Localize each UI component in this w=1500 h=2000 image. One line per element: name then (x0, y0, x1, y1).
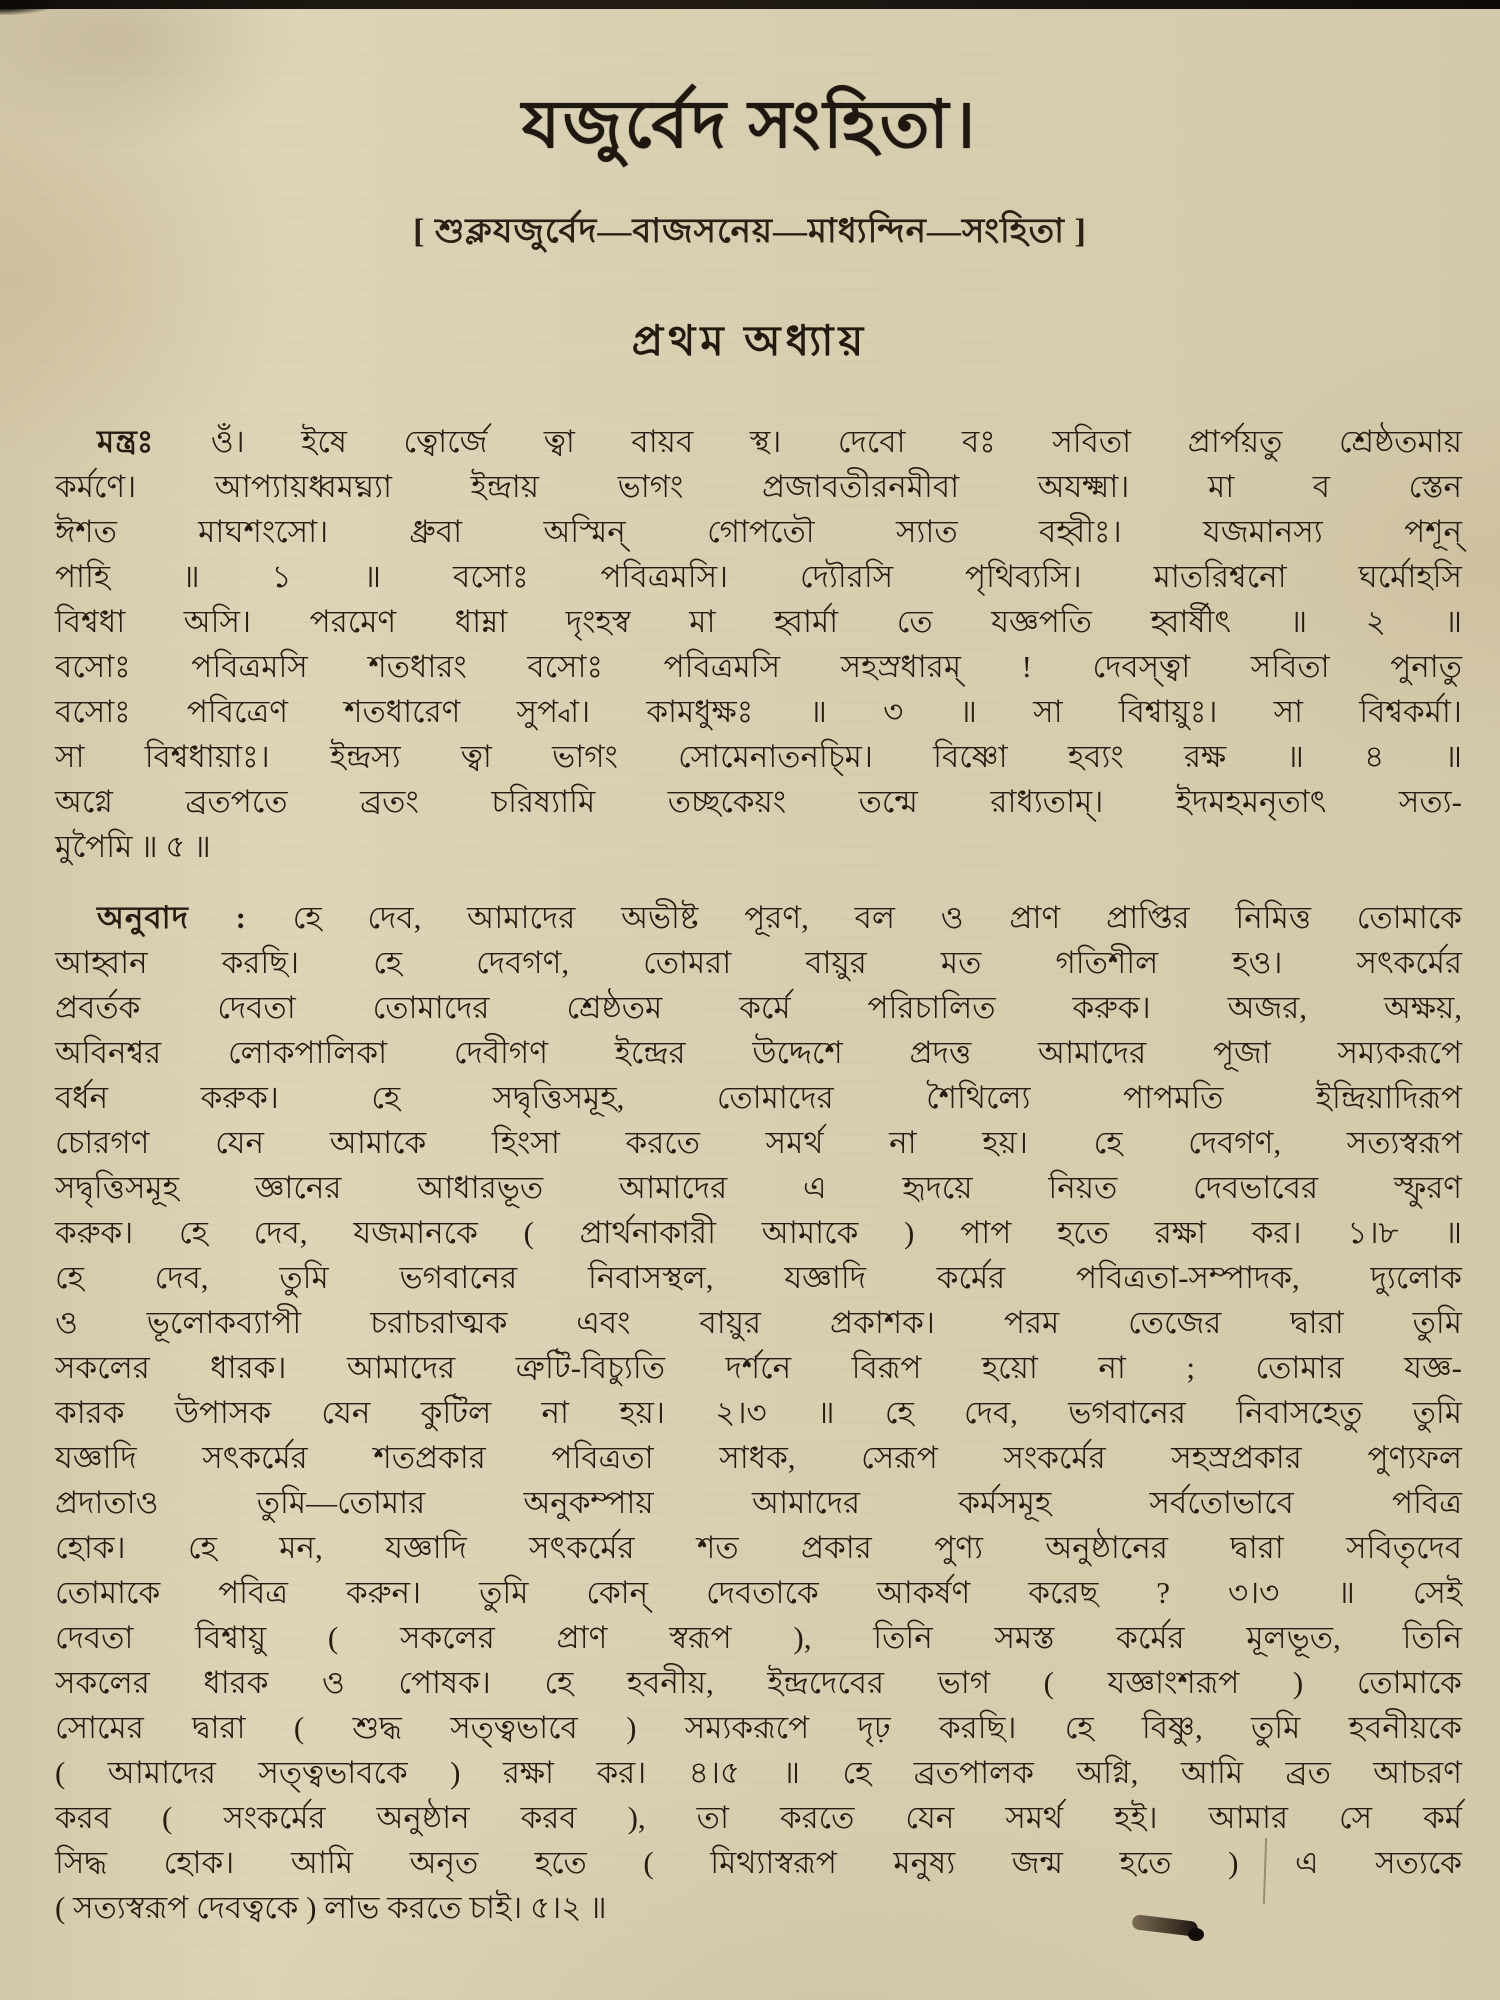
text-line: সকলের ধারক। আমাদের ত্রুটি-বিচ্যুতি দর্শনে বিরূপ হয়ো না ; তোমার যজ্ঞ- (55, 1350, 1462, 1386)
text-line: বিশ্বধা অসি। পরমেণ ধাম্না দৃংহস্ব মা হ্বার্মা তে যজ্ঞপতি হ্বার্ষীৎ ॥ ২ ॥ (55, 604, 1462, 640)
text-line: পাহি ॥ ১ ॥ বসোঃ পবিত্রমসি। দ্যৌরসি পৃথিব্যসি। মাতরিশ্বনো ঘর্মোহসি (55, 559, 1462, 595)
text-line: ( আমাদের সত্ত্বভাবকে ) রক্ষা কর। ৪।৫ ॥ হে ব্রতপালক অগ্নি, আমি ব্রত আচরণ (55, 1755, 1462, 1791)
text-line: মুপৈমি ॥ ৫ ॥ (55, 829, 211, 865)
text-line: করব ( সংকর্মের অনুষ্ঠান করব ), তা করতে যেন সমর্থ হই। আমার সে কর্ম (55, 1800, 1462, 1836)
page-subtitle: [ শুক্লযজুর্বেদ—বাজসনেয়—মাধ্যন্দিন—সংহিতা ] (413, 213, 1087, 251)
text-line: বসোঃ পবিত্রেণ শতধারেণ সুপ্বা। কামধুক্ষঃ ॥ ৩ ॥ সা বিশ্বায়ুঃ। সা বিশ্বকর্মা। (55, 694, 1462, 730)
text-line: বসোঃ পবিত্রমসি শতধারং বসোঃ পবিত্রমসি সহস্রধারম্ ! দেবস্ত্বা সবিতা পুনাতু (55, 649, 1462, 685)
text-line: সোমের দ্বারা ( শুদ্ধ সত্ত্বভাবে ) সম্যকরূপে দৃঢ় করছি। হে বিষ্ণু, তুমি হবনীয়কে (55, 1710, 1462, 1746)
text-line: হে দেব, তুমি ভগবানের নিবাসস্থল, যজ্ঞাদি কর্মের পবিত্রতা-সম্পাদক, দ্যুলোক (55, 1260, 1462, 1296)
text-line: আহ্বান করছি। হে দেবগণ, তোমরা বায়ুর মত গতিশীল হও। সৎকর্মের (55, 945, 1462, 981)
translation-paragraph (55, 895, 1462, 1930)
text-line: সা বিশ্বধায়াঃ। ইন্দ্রস্য ত্বা ভাগং সোমেনাতনচ্মি। বিষ্ণো হব্যং রক্ষ ॥ ৪ ॥ (55, 739, 1462, 775)
text-line: কর্মণে। আপ্যায়ধ্বমঘ্ন্যা ইন্দ্রায় ভাগং প্রজাবতীরনমীবা অযক্ষ্মা। মা ব স্তেন (55, 469, 1462, 505)
scan-edge-top (0, 0, 1500, 9)
translation-first-line-text: হে দেব, আমাদের অভীষ্ট পূরণ, বল ও প্রাণ প্রাপ্তির নিমিত্ত তোমাকে (292, 900, 1462, 936)
mantra-lines (55, 464, 1462, 869)
text-line: অগ্নে ব্রতপতে ব্রতং চরিষ্যামি তচ্ছকেয়ং তন্মে রাধ্যতাম্। ইদমহমনৃতাৎ সত্য- (55, 784, 1462, 820)
text-line: ও ভূলোকব্যাপী চরাচরাত্মক এবং বায়ুর প্রকাশক। পরম তেজের দ্বারা তুমি (55, 1305, 1462, 1341)
mantra-label: মন্ত্রঃ (97, 424, 155, 460)
translation-label: অনুবাদ : (97, 900, 247, 936)
text-line: সকলের ধারক ও পোষক। হে হবনীয়, ইন্দ্রদেবের ভাগ ( যজ্ঞাংশরূপ ) তোমাকে (55, 1665, 1462, 1701)
chapter-heading: প্রথম অধ্যায় (631, 319, 869, 366)
mantra-first-line-text: ওঁ। ইষে ত্বোর্জে ত্বা বায়ব স্থ। দেবো বঃ সবিতা প্রার্পয়তু শ্রেষ্ঠতমায় (210, 424, 1462, 460)
text-line: কারক উপাসক যেন কুটিল না হয়। ২।৩ ॥ হে দেব, ভগবানের নিবাসহেতু তুমি (55, 1395, 1462, 1431)
translation-lines (55, 940, 1462, 1930)
text-line: যজ্ঞাদি সৎকর্মের শতপ্রকার পবিত্রতা সাধক, সেরূপ সংকর্মের সহস্রপ্রকার পুণ্যফল (55, 1440, 1462, 1476)
text-line: অবিনশ্বর লোকপালিকা দেবীগণ ইন্দ্রের উদ্দেশে প্রদত্ত আমাদের পূজা সম্যকরূপে (55, 1035, 1462, 1071)
text-line: তোমাকে পবিত্র করুন। তুমি কোন্ দেবতাকে আকর্ষণ করেছ ? ৩।৩ ॥ সেই (55, 1575, 1462, 1611)
text-line: প্রবর্তক দেবতা তোমাদের শ্রেষ্ঠতম কর্মে পরিচালিত করুক। অজর, অক্ষয়, (55, 990, 1462, 1026)
text-line: হোক। হে মন, যজ্ঞাদি সৎকর্মের শত প্রকার পুণ্য অনুষ্ঠানের দ্বারা সবিতৃদেব (55, 1530, 1462, 1566)
mantra-first-line (55, 419, 1462, 464)
text-line: প্রদাতাও তুমি—তোমার অনুকম্পায় আমাদের কর্মসমূহ সর্বতোভাবে পবিত্র (55, 1485, 1462, 1521)
text-line: দেবতা বিশ্বায়ু ( সকলের প্রাণ স্বরূপ ), তিনি সমস্ত কর্মের মূলভূত, তিনি (55, 1620, 1462, 1656)
scan-edge-corner (0, 0, 60, 15)
page-title: যজুর্বেদ সংহিতা। (521, 89, 979, 162)
ink-dot (1188, 1928, 1204, 1941)
translation-first-line (55, 895, 1462, 940)
body-text (55, 419, 1462, 1930)
text-line: বর্ধন করুক। হে সদ্বৃত্তিসমূহ, তোমাদের শৈথিল্যে পাপমতি ইন্দ্রিয়াদিরূপ (55, 1080, 1462, 1116)
text-line: চোরগণ যেন আমাকে হিংসা করতে সমর্থ না হয়। হে দেবগণ, সত্যস্বরূপ (55, 1125, 1462, 1161)
text-line: সদ্বৃত্তিসমূহ জ্ঞানের আধারভূত আমাদের এ হৃদয়ে নিয়ত দেবভাবের স্ফুরণ (55, 1170, 1462, 1206)
text-line: সিদ্ধ হোক। আমি অনৃত হতে ( মিথ্যাস্বরূপ মনুষ্য জন্ম হতে ) এ সত্যকে (55, 1845, 1462, 1881)
text-line: ( সত্যস্বরূপ দেবত্বকে ) লাভ করতে চাই। ৫।২ ॥ (55, 1890, 607, 1926)
text-line: ঈশত মাঘশংসো। ধ্রুবা অস্মিন্ গোপতৌ স্যাত বহ্বীঃ। যজমানস্য পশূন্ (55, 514, 1462, 550)
text-line: করুক। হে দেব, যজমানকে ( প্রার্থনাকারী আমাকে ) পাপ হতে রক্ষা কর। ১।৮ ॥ (55, 1215, 1462, 1251)
mantra-paragraph (55, 419, 1462, 869)
